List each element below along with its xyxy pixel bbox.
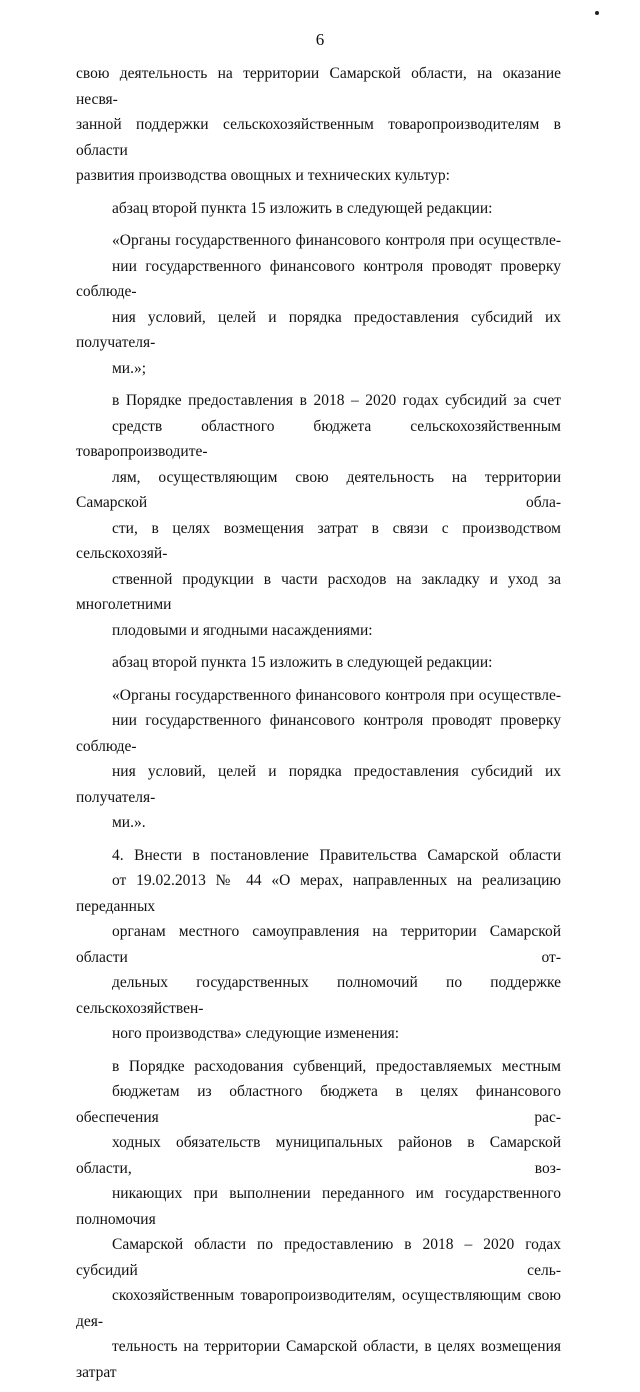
text-line: ственной продукции в части расходов на закладку и уход за многолетними	[76, 570, 561, 613]
paragraph	[76, 196, 561, 222]
text-line: от 19.02.2013 № 44 «О мерах, направленных на реализацию переданных	[76, 872, 561, 915]
text-line: 4. Внести в постановление Правительства Самарской области	[112, 846, 561, 864]
text-line: нии государственного финансового контроля проводят проверку соблюде-	[76, 712, 561, 755]
text-line: нии государственного финансового контроля проводят проверку соблюде-	[76, 257, 561, 300]
text-line: развития производства овощных и технических культур:	[76, 167, 450, 184]
text-line: «Органы государственного финансового контроля при осуществле-	[112, 686, 561, 704]
text-line: органам местного самоуправления на территории Самарской области от-	[76, 923, 561, 966]
text-line: в Порядке предоставления в 2018 – 2020 годах субсидий за счет	[112, 392, 561, 409]
text-line: лям, осуществляющим свою деятельность на территории Самарской обла-	[76, 468, 561, 511]
paragraph	[76, 650, 561, 676]
text-line: ходных обязательств муниципальных районов в Самарской области, воз-	[76, 1134, 561, 1177]
text-line: ния условий, целей и порядка предоставления субсидий их получателя-	[76, 763, 561, 806]
text-line: ми.»;	[112, 359, 147, 377]
text-line: Самарской области по предоставлению в 2018 – 2020 годах субсидий сель-	[76, 1236, 561, 1279]
text-line: в Порядке расходования субвенций, предоставляемых местным	[112, 1057, 561, 1075]
text-line: ми.».	[112, 814, 146, 831]
scan-mark	[595, 11, 599, 15]
paragraph	[76, 1054, 561, 1386]
text-line: тельность на территории Самарской области, в целях возмещения затрат	[76, 1338, 561, 1381]
text-line: скохозяйственным товаропроизводителям, осуществляющим свою дея-	[76, 1287, 561, 1330]
text-line: никающих при выполнении переданного им государственного полномочия	[76, 1185, 561, 1228]
paragraph	[76, 61, 561, 189]
text-line: занной поддержки сельскохозяйственным товаропроизводителям в области	[76, 116, 561, 159]
text-line: абзац второй пункта 15 изложить в следующей редакции:	[112, 199, 493, 217]
paragraph	[76, 228, 561, 381]
paragraph	[76, 843, 561, 1047]
document-body	[76, 61, 561, 1392]
paragraph	[76, 388, 561, 643]
text-line: средств областного бюджета сельскохозяйственным товаропроизводите-	[76, 417, 561, 460]
text-line: абзац второй пункта 15 изложить в следующей редакции:	[112, 654, 493, 671]
text-line: плодовыми и ягодными насаждениями:	[112, 621, 373, 639]
text-line: бюджетам из областного бюджета в целях финансового обеспечения рас-	[76, 1083, 561, 1126]
paragraph	[76, 683, 561, 836]
text-line: дельных государственных полномочий по поддержке сельскохозяйствен-	[76, 974, 561, 1017]
text-line: сти, в целях возмещения затрат в связи с производством сельскохозяй-	[76, 519, 561, 562]
text-line: ния условий, целей и порядка предоставления субсидий их получателя-	[76, 308, 561, 351]
text-line: «Органы государственного финансового контроля при осуществле-	[112, 232, 561, 249]
text-line: ного производства» следующие изменения:	[112, 1025, 400, 1042]
text-line: свою деятельность на территории Самарской области, на оказание несвя-	[76, 65, 561, 108]
page-number: 6	[315, 30, 325, 49]
